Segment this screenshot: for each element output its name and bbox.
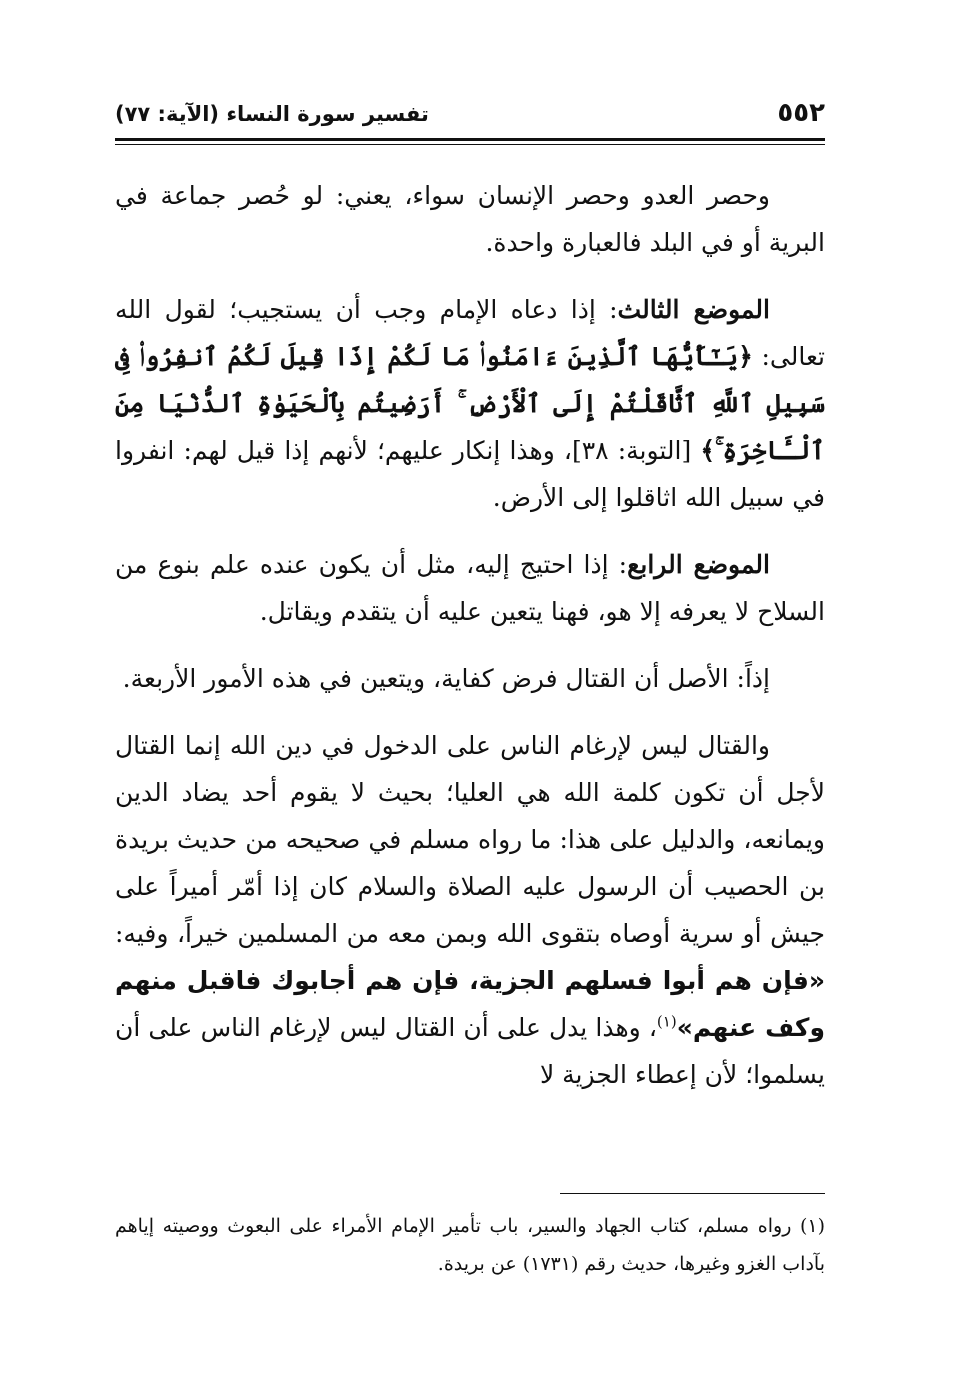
running-title: تفسير سورة النساء (الآية: ٧٧) xyxy=(115,102,429,126)
paragraph-5-text-b: ، وهذا يدل على أن القتال ليس لإرغام الناس على أن يسلموا؛ لأن إعطاء الجزية لا xyxy=(115,1013,825,1089)
main-text xyxy=(115,172,825,1118)
section-lead-fourth: الموضع الرابع xyxy=(627,550,770,579)
paragraph-1-text: وحصر العدو وحصر الإنسان سواء، يعني: لو حُصر جماعة في البرية أو في البلد فالعبارة واحدة. xyxy=(115,181,825,257)
paragraph-2 xyxy=(115,286,825,521)
footnote-separator xyxy=(560,1193,825,1194)
header-rule-thin xyxy=(115,144,825,145)
paragraph-5 xyxy=(115,722,825,1098)
paragraph-2-text-b: [التوبة: ٣٨]، وهذا إنكار عليهم؛ لأنهم إذا قيل لهم: انفروا في سبيل الله اثاقلوا إلى الأرض. xyxy=(115,436,825,512)
paragraph-3-text: : إذا احتيج إليه، مثل أن يكون عنده علم بنوع من السلاح لا يعرفه إلا هو، فهنا يتعين عليه أن يتقدم ويقاتل. xyxy=(115,550,825,626)
quran-verse: ﴿يَـٰٓأَيُّهَا ٱلَّذِينَ ءَامَنُوا۟ مَا لَكُمْ إِذَا قِيلَ لَكُمُ ٱنفِرُوا۟ فِى سَبِيلِ ٱللَّهِ ٱثَّاقَلْتُمْ إِلَى ٱلْأَرْضِ ۚ أَرَضِيتُم بِٱلْحَيَوٰةِ ٱلدُّنْيَا مِنَ ٱلْـَٔاخِرَةِ ۚ﴾ xyxy=(115,342,825,465)
paragraph-1 xyxy=(115,172,825,266)
footnotes xyxy=(115,1207,825,1283)
page-number: ٥٥٢ xyxy=(777,98,825,128)
paragraph-5-text-a: والقتال ليس لإرغام الناس على الدخول في دين الله إنما القتال لأجل أن تكون كلمة الله هي العليا؛ بحيث لا يقوم أحد يضاد الدين ويمانعه، والدليل على هذا: ما رواه مسلم في صحيحه من حديث بريدة بن الحصيب أن الرسول عليه الصلاة والسلام كان إذا أمّر أميراً على جيش أو سرية أوصاه بتقوى الله وبمن معه من المسلمين خيراً، وفيه: xyxy=(115,731,825,948)
paragraph-4 xyxy=(115,655,825,702)
page-header xyxy=(115,96,825,136)
hadith-quote: «فإن هم أبوا فسلهم الجزية، فإن هم أجابوك فاقبل منهم وكف عنهم» xyxy=(115,966,825,1042)
paragraph-2-text-a: : إذا دعاه الإمام وجب أن يستجيب؛ لقول الله تعالى: xyxy=(115,295,825,371)
footnote-1: (١) رواه مسلم، كتاب الجهاد والسير، باب تأمير الإمام الأمراء على البعوث ووصيته إياهم بآداب الغزو وغيرها، حديث رقم (١٧٣١) عن بريدة. xyxy=(115,1215,825,1275)
header-rule-thick xyxy=(115,138,825,141)
section-lead-third: الموضع الثالث xyxy=(617,295,770,324)
paragraph-4-text: إذاً: الأصل أن القتال فرض كفاية، ويتعين في هذه الأمور الأربعة. xyxy=(122,664,770,693)
footnote-marker[interactable]: (١) xyxy=(656,1012,677,1031)
paragraph-3 xyxy=(115,541,825,635)
